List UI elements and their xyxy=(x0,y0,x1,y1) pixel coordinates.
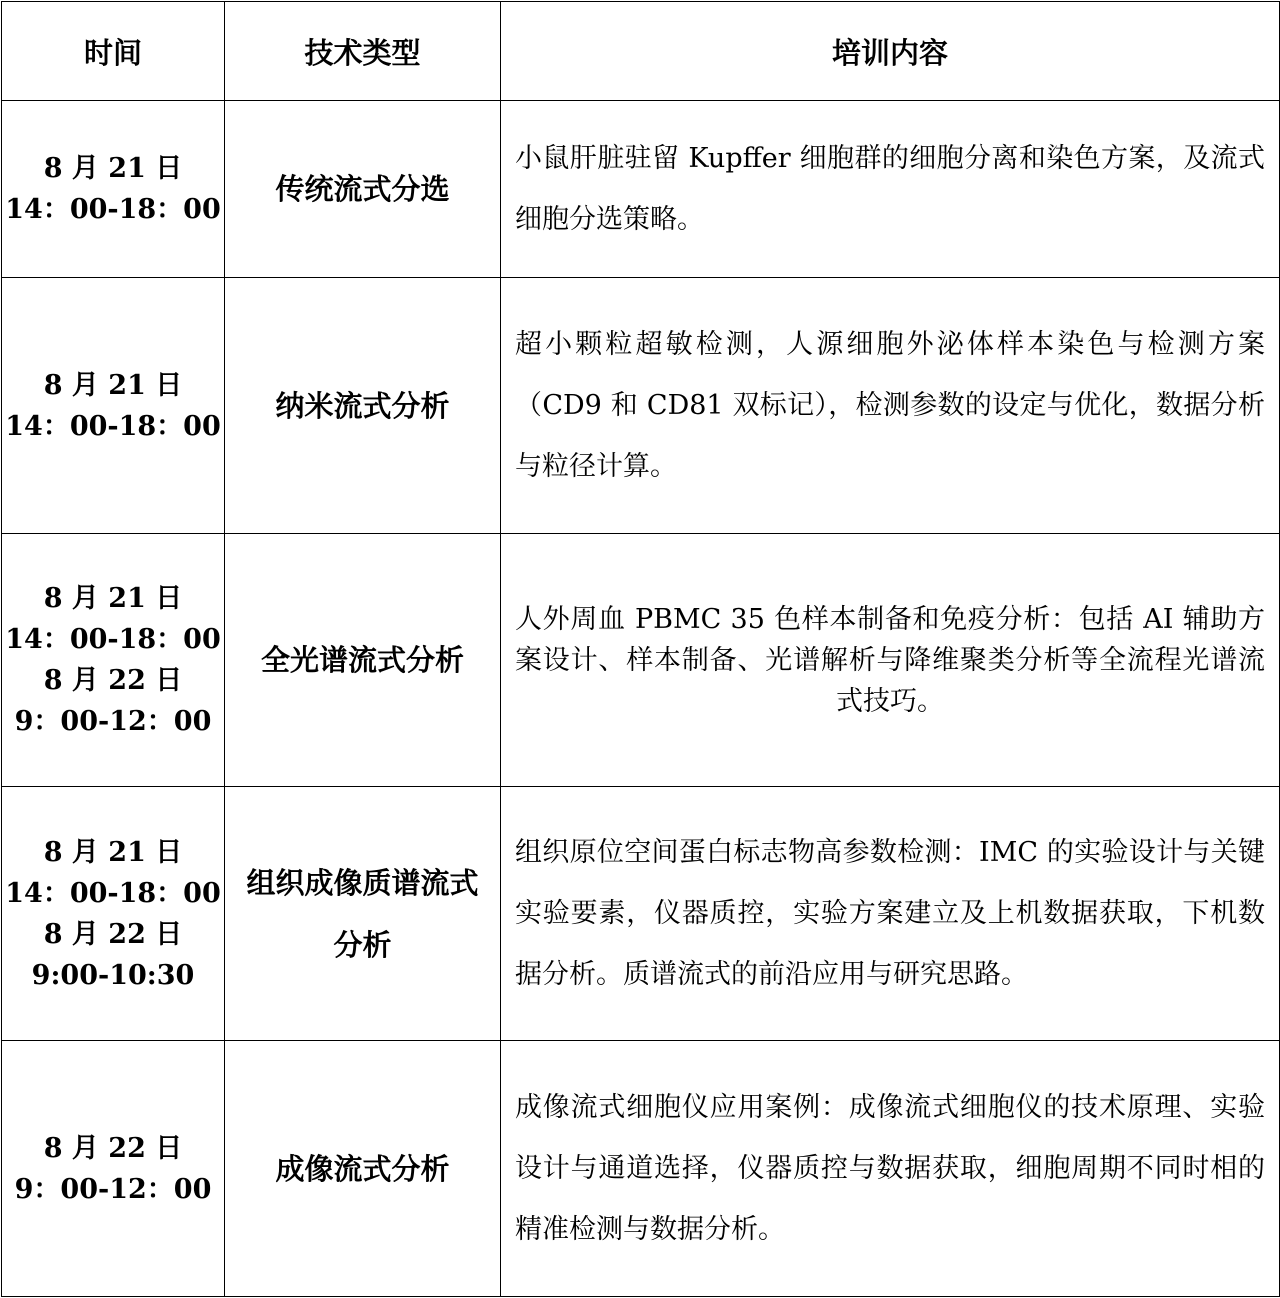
training-schedule-table xyxy=(1,1,1280,1297)
time-cell xyxy=(2,787,225,1041)
table-header-row xyxy=(2,2,1280,101)
time-date: 8 月 21 日 xyxy=(43,583,183,614)
time-date: 8 月 21 日 xyxy=(43,153,183,184)
time-cell xyxy=(2,1041,225,1297)
time-cell xyxy=(2,534,225,787)
table-row xyxy=(2,534,1280,787)
time-range: 9：00-12：00 xyxy=(14,1173,212,1205)
type-label: 组织成像质谱流式分析 xyxy=(246,865,479,962)
table-row xyxy=(2,787,1280,1041)
type-cell xyxy=(225,787,501,1041)
content-cell: 人外周血 PBMC 35 色样本制备和免疫分析：包括 AI 辅助方案设计、样本制备、光谱解析与降维聚类分析等全流程光谱流式技巧。 xyxy=(501,534,1280,787)
time-range: 14：00-18：00 xyxy=(5,624,221,655)
content-cell: 组织原位空间蛋白标志物高参数检测：IMC 的实验设计与关键实验要素，仪器质控，实验方案建立及上机数据获取，下机数据分析。质谱流式的前沿应用与研究思路。 xyxy=(501,787,1280,1041)
content-cell: 小鼠肝脏驻留 Kupffer 细胞群的细胞分离和染色方案，及流式细胞分选策略。 xyxy=(501,101,1280,278)
time-date: 8 月 21 日 xyxy=(43,836,183,868)
table-row xyxy=(2,101,1280,278)
table-row xyxy=(2,278,1280,534)
time-date: 8 月 22 日 xyxy=(43,1132,183,1164)
time-date: 8 月 22 日 xyxy=(43,665,183,696)
time-range: 9：00-12：00 xyxy=(14,706,212,737)
header-type: 技术类型 xyxy=(225,2,501,101)
time-range: 9:00-10:30 xyxy=(31,959,195,991)
content-cell: 成像流式细胞仪应用案例：成像流式细胞仪的技术原理、实验设计与通道选择，仪器质控与数据获取，细胞周期不同时相的精准检测与数据分析。 xyxy=(501,1041,1280,1297)
time-cell xyxy=(2,278,225,534)
time-range: 14：00-18：00 xyxy=(5,877,221,909)
time-range: 14：00-18：00 xyxy=(5,410,221,442)
type-cell: 传统流式分选 xyxy=(225,101,501,278)
time-date: 8 月 21 日 xyxy=(43,369,183,401)
type-cell: 全光谱流式分析 xyxy=(225,534,501,787)
type-cell: 成像流式分析 xyxy=(225,1041,501,1297)
table-row xyxy=(2,1041,1280,1297)
time-range: 14：00-18：00 xyxy=(5,194,221,225)
time-cell xyxy=(2,101,225,278)
header-content: 培训内容 xyxy=(501,2,1280,101)
content-cell: 超小颗粒超敏检测，人源细胞外泌体样本染色与检测方案（CD9 和 CD81 双标记），检测参数的设定与优化，数据分析与粒径计算。 xyxy=(501,278,1280,534)
time-date: 8 月 22 日 xyxy=(43,918,183,950)
header-time: 时间 xyxy=(2,2,225,101)
type-cell: 纳米流式分析 xyxy=(225,278,501,534)
